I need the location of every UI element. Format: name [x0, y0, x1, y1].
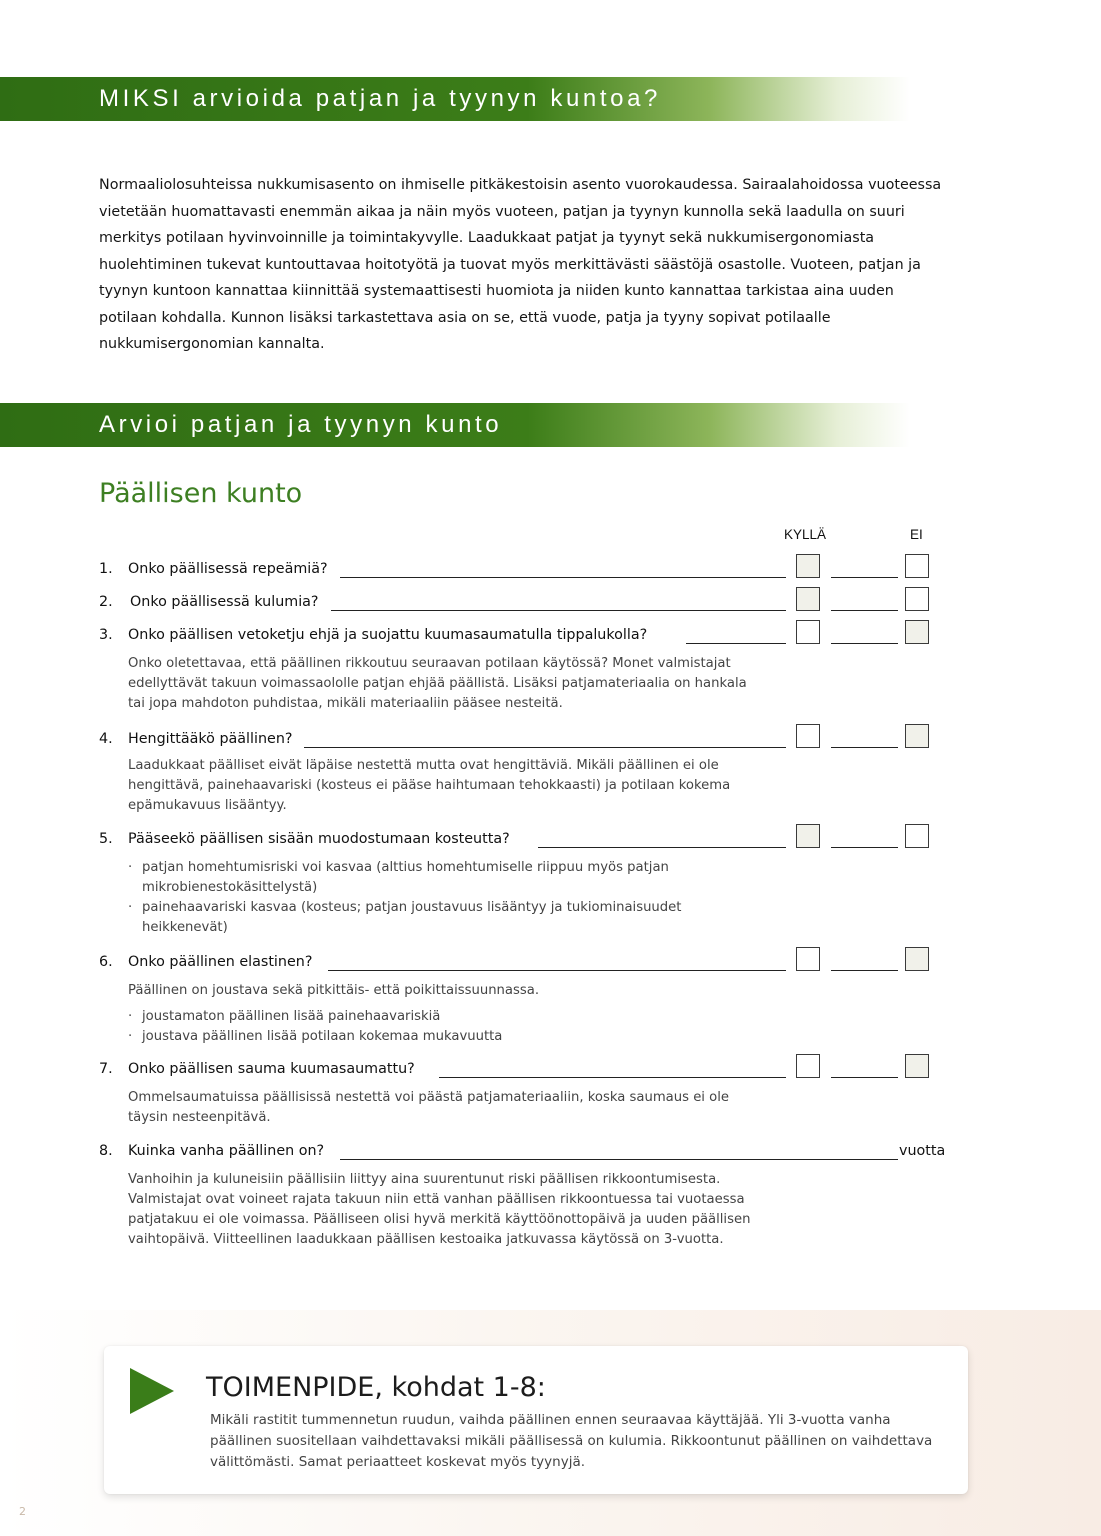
answer-line [439, 1077, 786, 1078]
question-text: Onko päällisen sauma kuumasaumattu? [128, 1061, 415, 1077]
question-number: 1. [99, 561, 113, 577]
answer-line [831, 970, 898, 971]
bullet-list [128, 1007, 748, 1047]
checkbox-no[interactable] [905, 824, 929, 848]
question-number: 2. [99, 594, 113, 610]
section-title: Päällisen kunto [99, 478, 303, 509]
checkbox-no[interactable] [905, 620, 929, 644]
answer-line [831, 610, 898, 611]
action-text: Mikäli rastitit tummennetun ruudun, vaihda päällinen ennen seuraavaa käyttäjää. Yli 3-vuotta vanha päällinen suositellaan vaihdettavaksi mikäli päällisessä on kulumia. Rikkoontunut päällinen on vaihdettava välittömästi. Samat periaatteet koskevat myös tyynyjä. [210, 1412, 933, 1470]
question-row [0, 720, 960, 748]
question-number: 5. [99, 831, 113, 847]
question-row [0, 616, 960, 644]
column-header-no: EI [910, 527, 923, 542]
checkbox-yes[interactable] [796, 620, 820, 644]
intro-paragraph: Normaaliolosuhteissa nukkumisasento on ihmiselle pitkäkestoisin asento vuorokaudessa. Sairaalahoidossa vuoteessa vietetään huomattavasti enemmän aikaa ja näin myös vuoteen, patjan ja tyynyn kunnolla sekä laadulla on suuri merkitys potilaan hyvinvoinnille ja toimintakyvylle. Laadukkaat patjat ja tyynyt sekä nukkumisergonomiasta huolehtiminen tukevat kuntouttavaa hoitotyötä ja tuovat myös merkittävästi säästöjä osastolle. Vuoteen, patjan ja tyynyn kuntoon kannattaa kiinnittää systemaattisesti huomiota ja niiden kunto kannattaa tarkistaa aina uuden potilaan kohdalla. Kunnon lisäksi tarkastettava asia on se, että vuode, patja ja tyyny sopivat potilaalle nukkumisergonomian kannalta. [99, 177, 942, 352]
page-number: 2 [19, 1505, 26, 1518]
answer-line [831, 847, 898, 848]
question-row [0, 820, 960, 848]
list-item: · patjan homehtumisriski voi kasvaa (alttius homehtumiselle riippuu myös patjan mikrobienestokäsittelystä) [128, 860, 669, 895]
question-number: 3. [99, 627, 113, 643]
question-row [0, 943, 960, 971]
answer-line [538, 847, 786, 848]
question-text: Onko päällisen vetoketju ehjä ja suojattu kuumasaumatulla tippalukolla? [128, 627, 648, 643]
unit-label: vuotta [899, 1143, 946, 1159]
section-banner-why: MIKSI arvioida patjan ja tyynyn kuntoa? [0, 77, 910, 121]
answer-line [328, 970, 786, 971]
question-text: Onko päällisessä kulumia? [130, 594, 319, 610]
question-note: Laadukkaat päälliset eivät läpäise nestettä mutta ovat hengittäviä. Mikäli päällinen ei ole hengittävä, painehaavariski (kosteus ei pääse haihtumaan tehokkaasti) ja potilaan kokema epämukavuus lisääntyy. [128, 758, 731, 813]
question-row [0, 583, 960, 611]
answer-line [331, 610, 786, 611]
checkbox-yes[interactable] [796, 724, 820, 748]
answer-line [831, 577, 898, 578]
checkbox-no[interactable] [905, 724, 929, 748]
checkbox-no[interactable] [905, 947, 929, 971]
arrow-right-icon [130, 1368, 174, 1414]
checkbox-yes[interactable] [796, 947, 820, 971]
action-title: TOIMENPIDE, kohdat 1-8: [206, 1372, 546, 1403]
question-row [0, 1050, 960, 1078]
checkbox-no[interactable] [905, 587, 929, 611]
question-note: Päällinen on joustava sekä pitkittäis- että poikittaissuunnassa. [128, 983, 540, 998]
question-number: 4. [99, 731, 113, 747]
question-note: Vanhoihin ja kuluneisiin päällisiin liittyy aina suurentunut riski päällisen rikkoontumisesta. Valmistajat ovat voineet rajata takuun niin että vanhan päällisen rikkoontuessa tai vuotaessa patjatakuu ei ole voimassa. Päälliseen olisi hyvä merkitä käyttöönottopäivä ja uuden päällisen vaihtopäivä. Viitteellinen laadukkaan päällisen kestoaika jatkuvassa käytössä on 3-vuotta. [128, 1172, 751, 1247]
answer-line [831, 747, 898, 748]
question-note: Ommelsaumatuissa päällisissä nestettä voi päästä patjamateriaaliin, koska saumaus ei ole täysin nesteenpitävä. [128, 1090, 730, 1125]
answer-line [831, 643, 898, 644]
checkbox-no[interactable] [905, 1054, 929, 1078]
column-header-yes: KYLLÄ [784, 527, 827, 542]
list-item: · painehaavariski kasvaa (kosteus; patjan joustavuus lisääntyy ja tukiominaisuudet heikkenevät) [128, 900, 682, 935]
answer-line [831, 1077, 898, 1078]
answer-line [304, 747, 786, 748]
section-banner-assess: Arvioi patjan ja tyynyn kunto [0, 403, 910, 447]
question-text: Onko päällinen elastinen? [128, 954, 313, 970]
question-number: 7. [99, 1061, 113, 1077]
checkbox-yes[interactable] [796, 554, 820, 578]
answer-line[interactable] [340, 1159, 898, 1160]
question-number: 6. [99, 954, 113, 970]
list-item: · joustava päällinen lisää potilaan kokemaa mukavuutta [128, 1029, 503, 1044]
question-number: 8. [99, 1143, 113, 1159]
question-row [0, 550, 960, 578]
checkbox-yes[interactable] [796, 824, 820, 848]
answer-line [340, 577, 786, 578]
question-text: Hengittääkö päällinen? [128, 731, 293, 747]
bullet-list [128, 858, 748, 938]
checkbox-no[interactable] [905, 554, 929, 578]
question-text: Onko päällisessä repeämiä? [128, 561, 328, 577]
question-text: Kuinka vanha päällinen on? [128, 1143, 325, 1159]
answer-line [686, 643, 786, 644]
question-row [0, 1132, 960, 1160]
checkbox-yes[interactable] [796, 1054, 820, 1078]
question-note: Onko oletettavaa, että päällinen rikkoutuu seuraavan potilaan käytössä? Monet valmistajat edellyttävät takuun voimassaololle patjan ehjää päällistä. Lisäksi patjamateriaalia on hankala tai jopa mahdoton puhdistaa, mikäli materiaaliin pääsee nesteitä. [128, 656, 747, 711]
list-item: · joustamaton päällinen lisää painehaavariskiä [128, 1009, 441, 1024]
question-text: Pääseekö päällisen sisään muodostumaan kosteutta? [128, 831, 510, 847]
checkbox-yes[interactable] [796, 587, 820, 611]
